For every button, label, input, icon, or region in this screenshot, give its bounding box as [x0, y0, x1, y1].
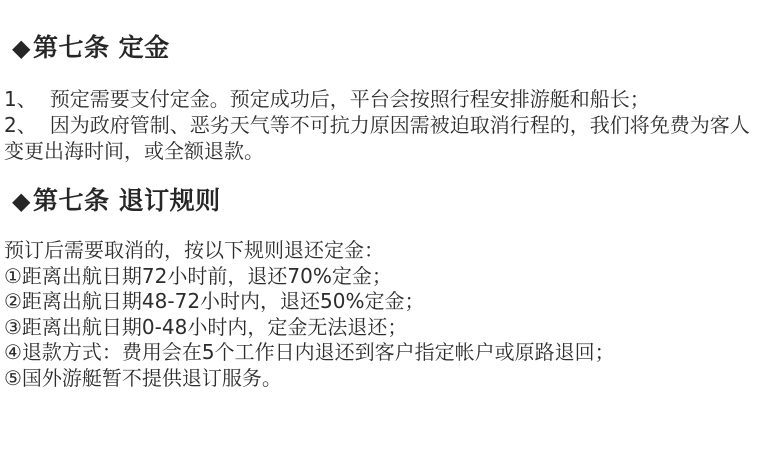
rule-line: ②距离出航日期48-72小时内，退还50%定金； — [4, 289, 425, 314]
section-deposit-title: 第七条 定金 — [32, 32, 170, 62]
list-item — [4, 86, 762, 112]
deposit-terms-list — [0, 86, 770, 164]
section-refund-title: 第七条 退订规则 — [32, 185, 221, 215]
rule-line: ①距离出航日期72小时前，退还70%定金； — [4, 263, 392, 288]
list-item — [4, 112, 762, 164]
rule-line: ⑤国外游艇暂不提供退订服务。 — [4, 365, 282, 390]
list-item-number: 2、 — [4, 112, 37, 137]
diamond-bullet-icon: ◆ — [12, 186, 31, 215]
list-item-text: 因为政府管制、恶劣天气等不可抗力原因需被迫取消行程的，我们将免费为客人变更出海时间，或全额退款。 — [4, 112, 750, 163]
list-item-text: 预定需要支付定金。预定成功后，平台会按照行程安排游艇和船长； — [49, 86, 650, 111]
rule-line: ③距离出航日期0-48小时内，定金无法退还； — [4, 314, 408, 339]
list-item-number: 1、 — [4, 86, 37, 111]
rule-line: ④退款方式：费用会在5个工作日内退还到客户指定帐户或原路退回； — [4, 340, 615, 365]
section-deposit-heading — [0, 21, 770, 65]
section-refund-heading — [0, 184, 770, 218]
diamond-bullet-icon: ◆ — [12, 33, 31, 62]
terms-document — [0, 21, 770, 392]
refund-rules-intro: 预订后需要取消的，按以下规则退还定金： — [4, 238, 384, 263]
refund-rules-block — [0, 238, 770, 391]
